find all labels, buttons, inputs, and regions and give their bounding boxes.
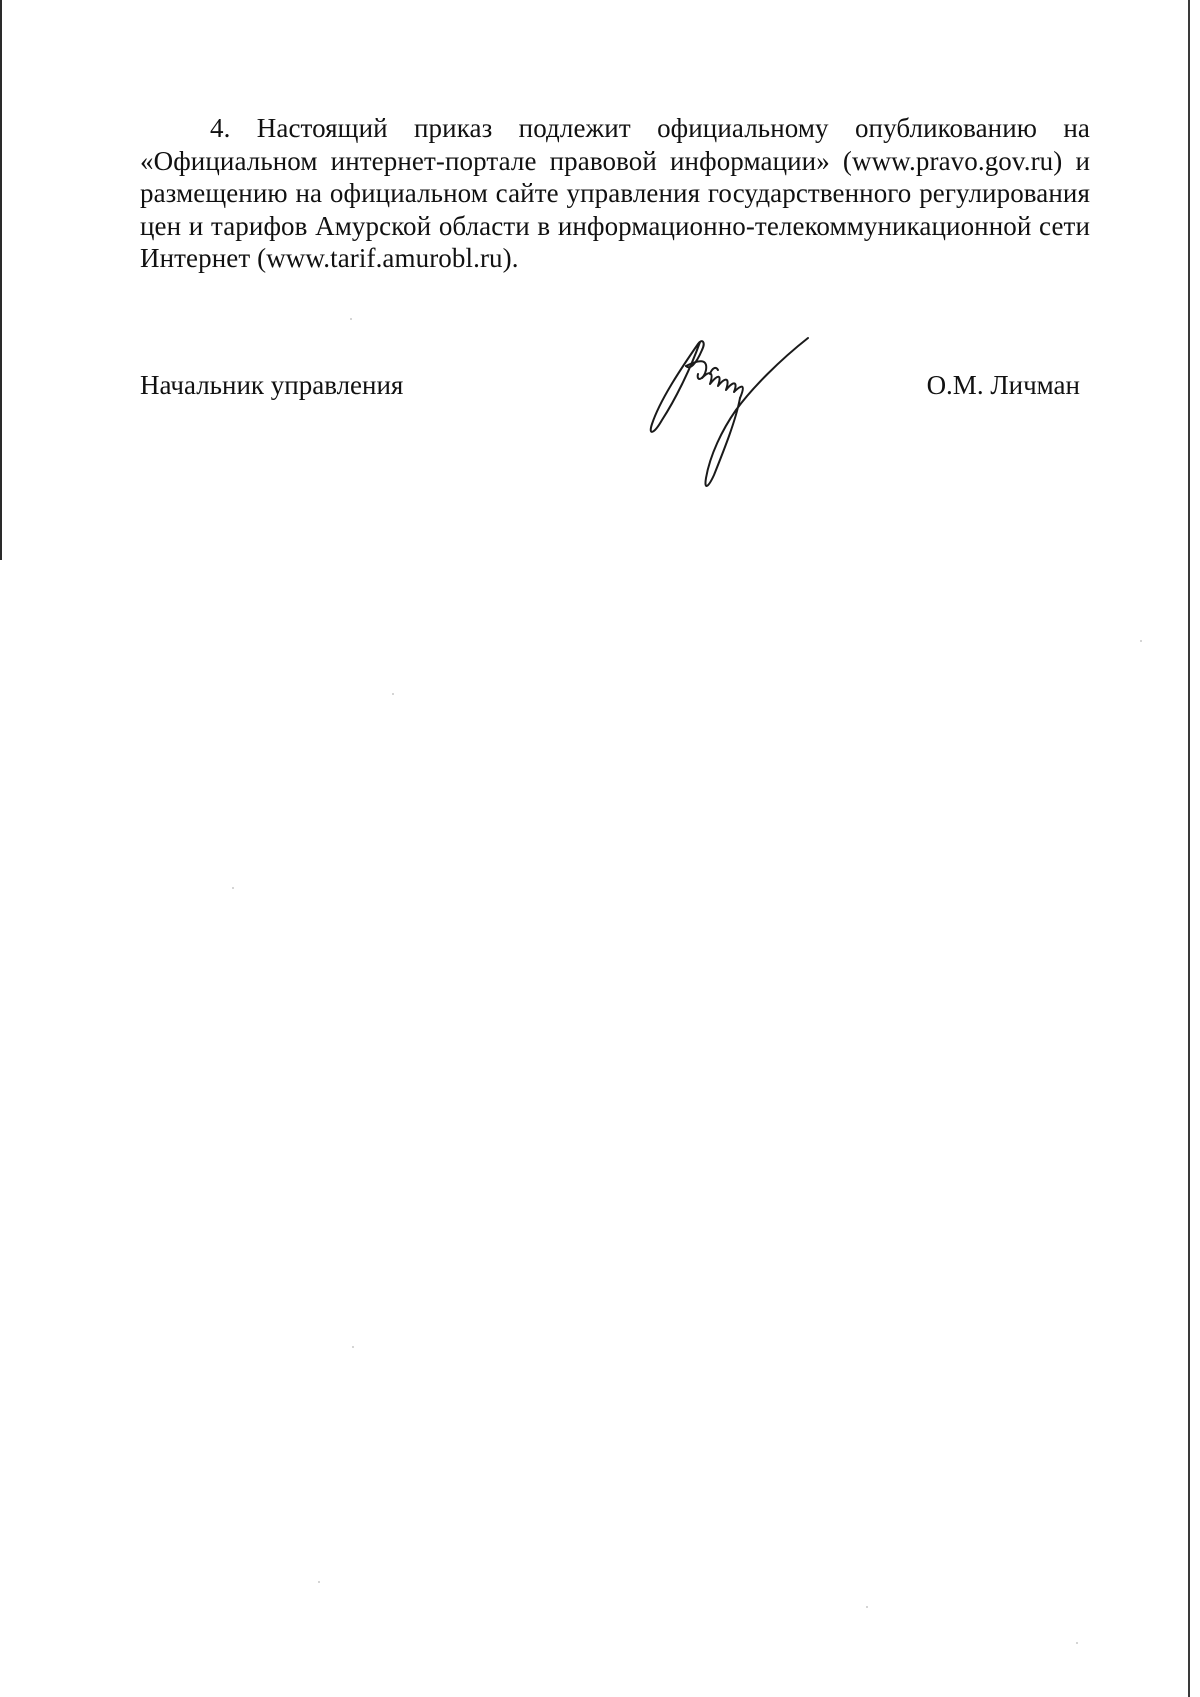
signer-name: О.М. Личман xyxy=(926,370,1080,400)
signer-position: Начальник управления xyxy=(140,370,404,400)
document-body xyxy=(140,112,1090,275)
scan-speck xyxy=(352,1346,354,1348)
scan-speck xyxy=(350,318,352,320)
signature-block xyxy=(140,370,1080,410)
scan-speck xyxy=(318,1581,320,1583)
scan-border-right xyxy=(1188,0,1190,1697)
scan-speck xyxy=(232,887,234,889)
scan-speck xyxy=(392,693,394,695)
scan-speck xyxy=(1076,1642,1078,1644)
scan-speck xyxy=(1140,640,1142,642)
scan-border-left xyxy=(0,0,2,560)
scan-speck xyxy=(866,1606,868,1608)
paragraph-4: 4. Настоящий приказ подлежит официальному опубликованию на «Официальном интернет-портале правовой информации» (www.pravo.gov.ru) и размещению на официальном сайте управления государственного регулирования цен и тарифов Амурской области в информационно-телекоммуникационной сети Интернет (www.tarif.amurobl.ru). xyxy=(140,113,1090,273)
handwritten-signature xyxy=(640,330,830,495)
